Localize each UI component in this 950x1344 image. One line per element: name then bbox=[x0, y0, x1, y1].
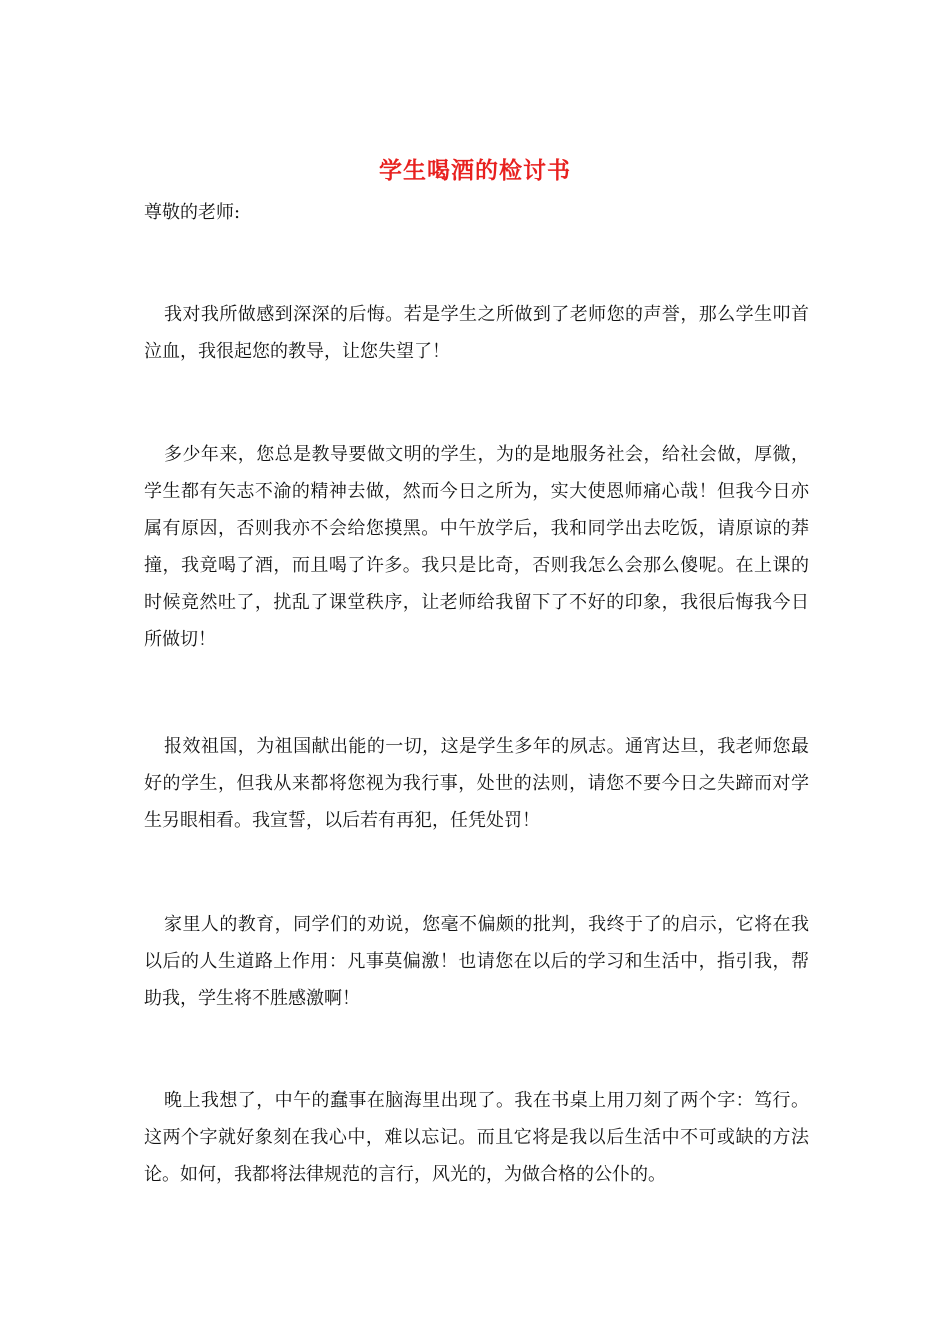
paragraph-4: 家里人的教育，同学们的劝说，您毫不偏颇的批判，我终于了的启示，它将在我以后的人生道路上作用：凡事莫偏激！也请您在以后的学习和生活中，指引我，帮助我，学生将不胜感激啊！ bbox=[144, 914, 809, 1009]
document-title: 学生喝酒的检讨书 bbox=[379, 157, 571, 184]
paragraph-2: 多少年来，您总是教导要做文明的学生，为的是地服务社会，给社会做，厚微，学生都有矢志不渝的精神去做，然而今日之所为，实大使恩师痛心哉！但我今日亦属有原因，否则我亦不会给您摸黑。中午放学后，我和同学出去吃饭，请原谅的莽撞，我竟喝了酒，而且喝了许多。我只是比奇，否则我怎么会那么傻呢。在上课的时候竟然吐了，扰乱了课堂秩序，让老师给我留下了不好的印象，我很后悔我今日所做切！ bbox=[144, 444, 809, 650]
paragraph-5: 晚上我想了，中午的蠢事在脑海里出现了。我在书桌上用刀刻了两个字：笃行。这两个字就好象刻在我心中，难以忘记。而且它将是我以后生活中不可或缺的方法论。如何，我都将法律规范的言行，风光的，为做合格的公仆的。 bbox=[144, 1090, 809, 1185]
paragraph-3: 报效祖国，为祖国献出能的一切，这是学生多年的夙志。通宵达旦，我老师您最好的学生，但我从来都将您视为我行事，处世的法则，请您不要今日之失蹄而对学生另眼相看。我宣誓，以后若有再犯，任凭处罚！ bbox=[144, 736, 809, 831]
salutation: 尊敬的老师: bbox=[144, 202, 241, 223]
paragraph-1: 我对我所做感到深深的后悔。若是学生之所做到了老师您的声誉，那么学生叩首泣血，我很起您的教导，让您失望了！ bbox=[144, 304, 809, 362]
